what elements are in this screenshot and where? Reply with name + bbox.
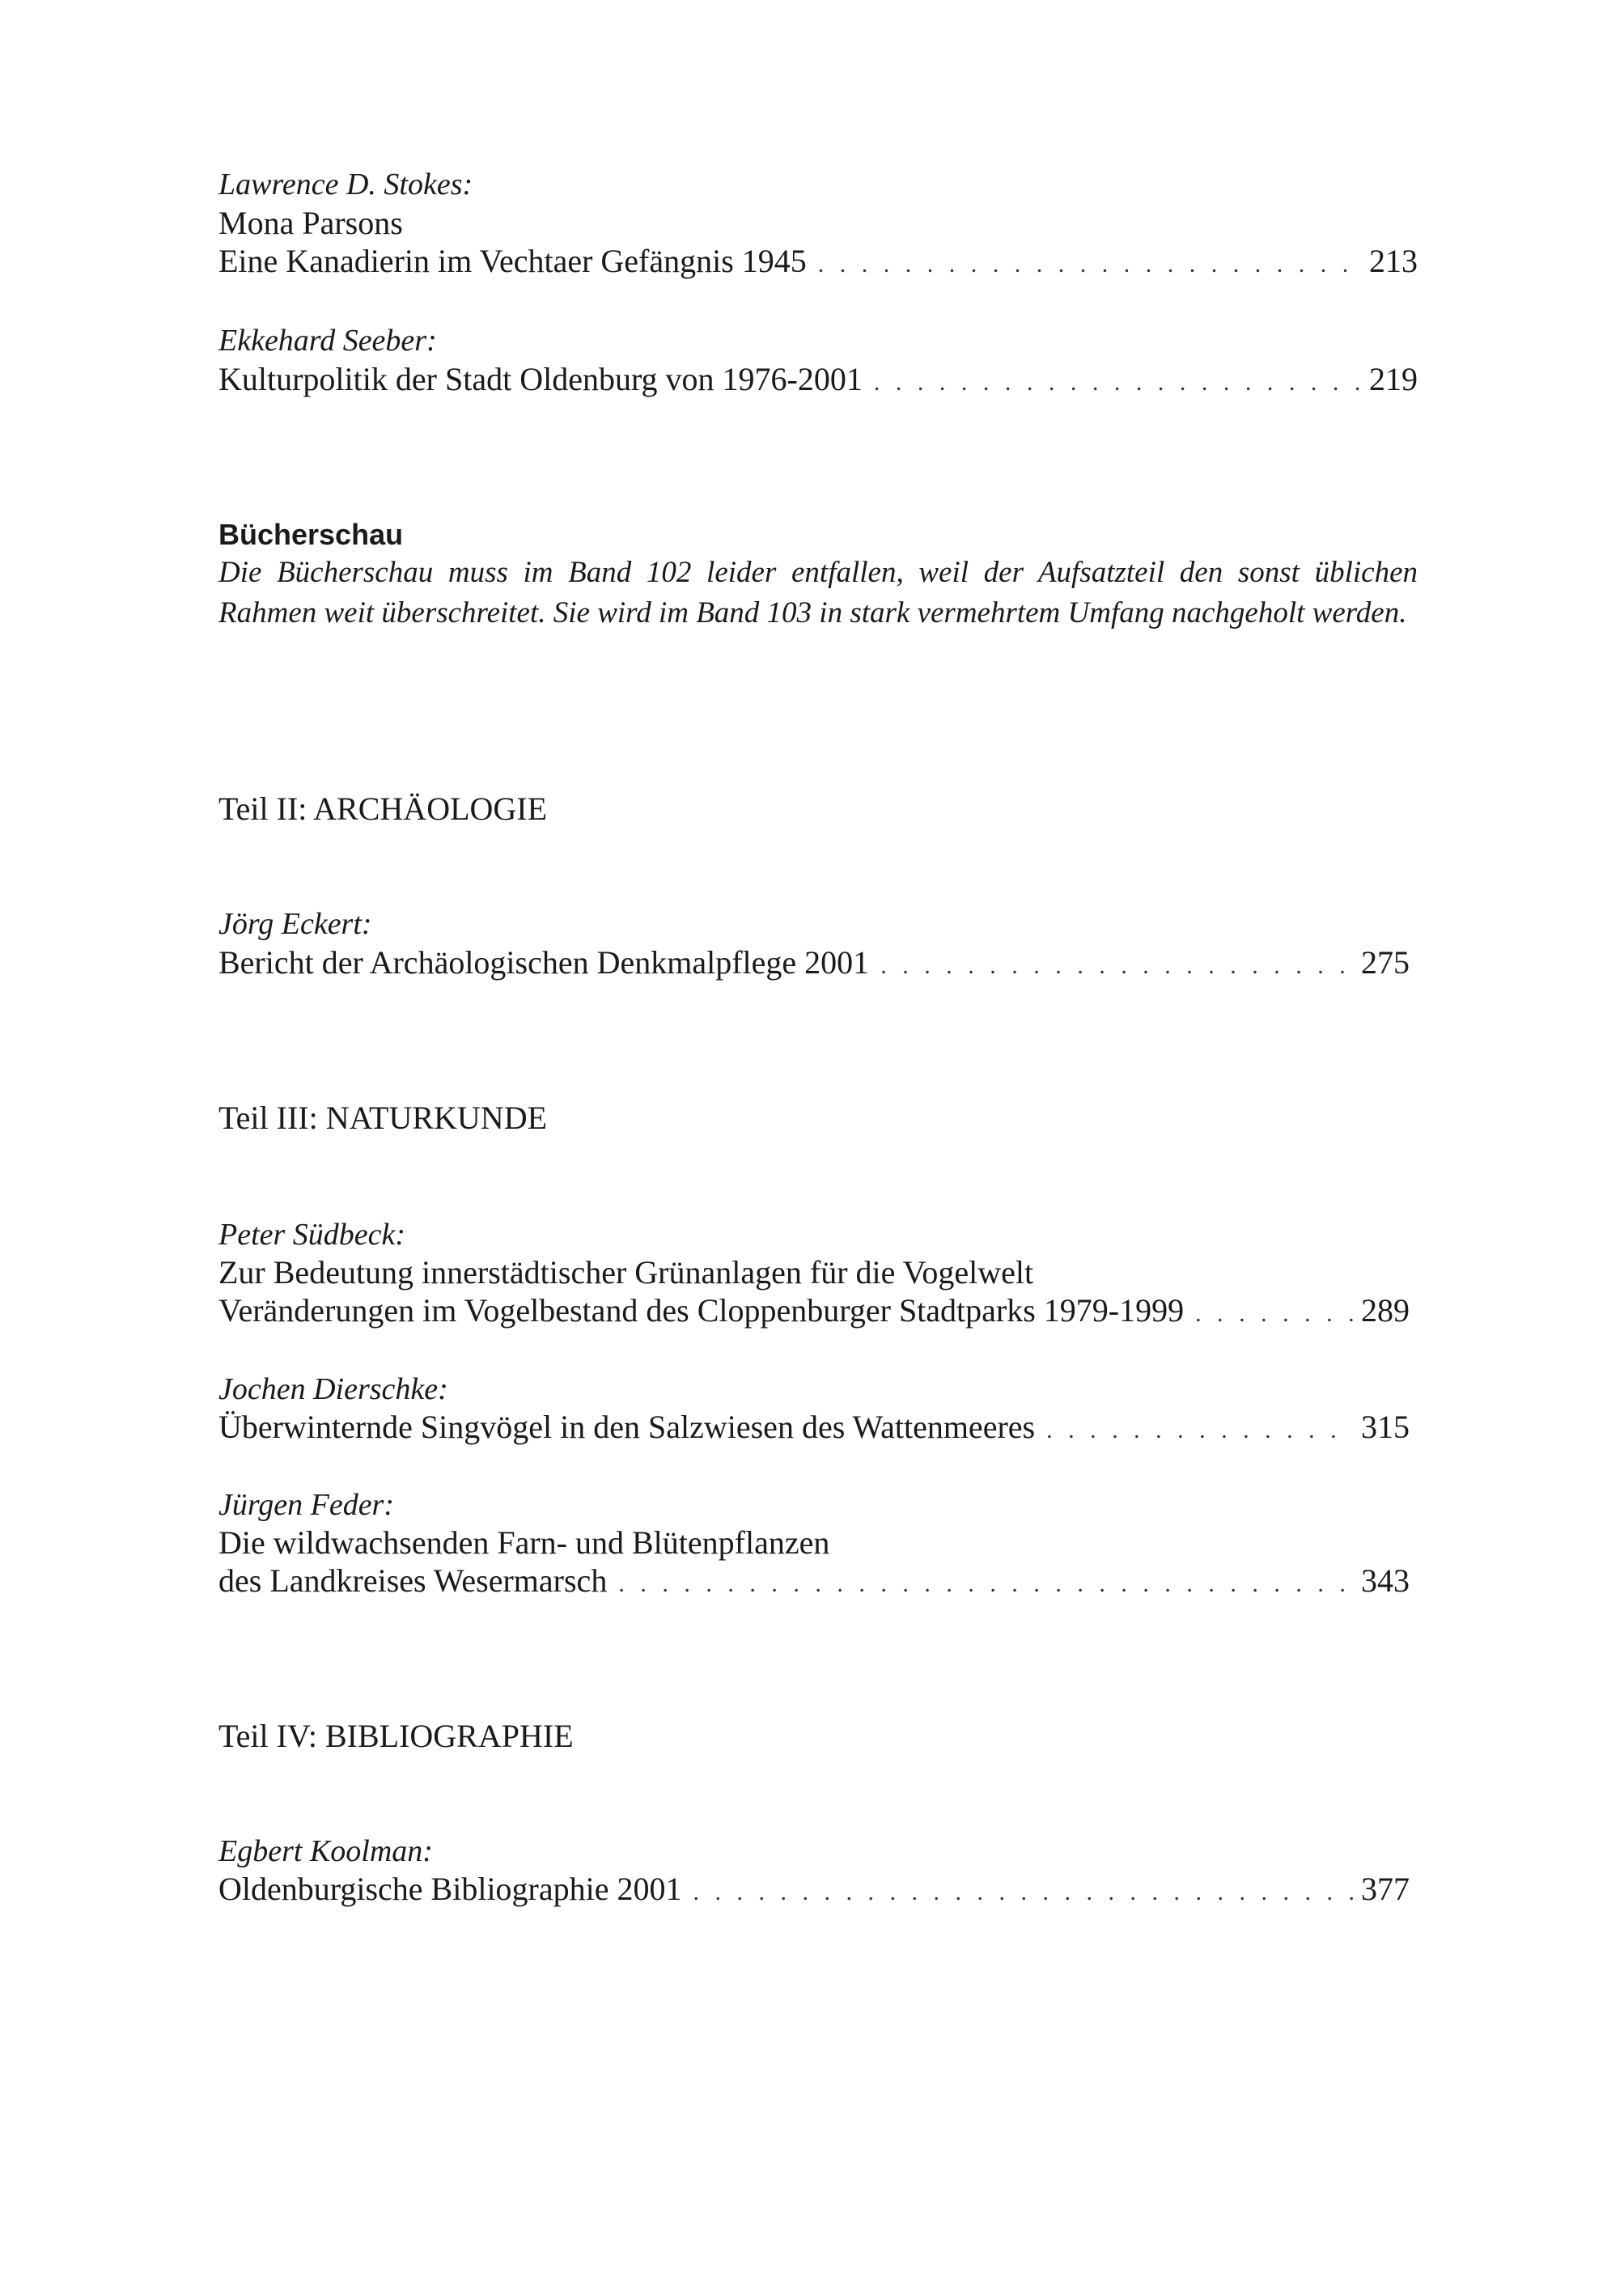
toc-entry[interactable]: [218, 242, 1418, 284]
entry-title-line: Mona Parsons: [218, 205, 403, 241]
page-number: 289: [1361, 1292, 1410, 1329]
section-heading: Teil IV: BIBLIOGRAPHIE: [218, 1718, 574, 1754]
toc-entry[interactable]: [218, 360, 1418, 402]
dot-leader: [874, 363, 1361, 402]
entry-title: Eine Kanadierin im Vechtaer Gefängnis 1945: [218, 243, 807, 279]
dot-leader: [618, 1565, 1353, 1604]
section-heading: Teil III: NATURKUNDE: [218, 1100, 548, 1136]
entry-title: Veränderungen im Vogelbestand des Cloppenburger Stadtparks 1979-1999: [218, 1292, 1185, 1329]
entry-title: Oldenburgische Bibliographie 2001: [218, 1871, 682, 1907]
entry-author: Lawrence D. Stokes:: [218, 167, 473, 201]
section-heading: Teil II: ARCHÄOLOGIE: [218, 790, 548, 827]
dot-leader: [1195, 1295, 1353, 1333]
entry-title: Kulturpolitik der Stadt Oldenburg von 1976-2001: [218, 361, 863, 397]
dot-leader: [693, 1873, 1354, 1912]
page-number: 213: [1369, 243, 1418, 279]
toc-page: [218, 0, 1416, 2293]
dot-leader: [818, 245, 1361, 284]
page-number: 219: [1369, 361, 1418, 397]
section-heading: Bücherschau: [218, 518, 404, 551]
page-number: 377: [1361, 1871, 1410, 1907]
entry-title: des Landkreises Wesermarsch: [218, 1562, 608, 1599]
toc-entry[interactable]: [218, 1870, 1410, 1912]
entry-author: Egbert Koolman:: [218, 1834, 433, 1868]
entry-author: Ekkehard Seeber:: [218, 324, 437, 358]
dot-leader: [880, 947, 1353, 985]
dot-leader: [1046, 1411, 1353, 1450]
entry-author: Peter Südbeck:: [218, 1218, 406, 1252]
toc-entry[interactable]: [218, 1408, 1410, 1450]
page-number: 315: [1361, 1409, 1410, 1445]
toc-entry[interactable]: [218, 1291, 1410, 1333]
entry-title: Bericht der Archäologischen Denkmalpflege 2001: [218, 944, 870, 981]
entry-title-line: Die wildwachsenden Farn- und Blütenpflanzen: [218, 1524, 830, 1561]
section-note: Die Bücherschau muss im Band 102 leider entfallen, weil der Aufsatzteil den sonst üblichen Rahmen weit überschreitet. Sie wird im Band 103 in stark vermehrtem Umfang nachgeholt werden.: [218, 556, 1418, 629]
entry-title: Überwinternde Singvögel in den Salzwiesen des Wattenmeeres: [218, 1409, 1036, 1445]
entry-author: Jörg Eckert:: [218, 907, 372, 941]
entry-title-line: Zur Bedeutung innerstädtischer Grünanlagen für die Vogelwelt: [218, 1254, 1034, 1291]
page-number: 343: [1361, 1562, 1410, 1599]
page-number: 275: [1361, 944, 1410, 981]
toc-entry[interactable]: [218, 943, 1410, 985]
toc-entry[interactable]: [218, 1562, 1410, 1604]
entry-author: Jochen Dierschke:: [218, 1372, 448, 1406]
entry-author: Jürgen Feder:: [218, 1488, 394, 1522]
